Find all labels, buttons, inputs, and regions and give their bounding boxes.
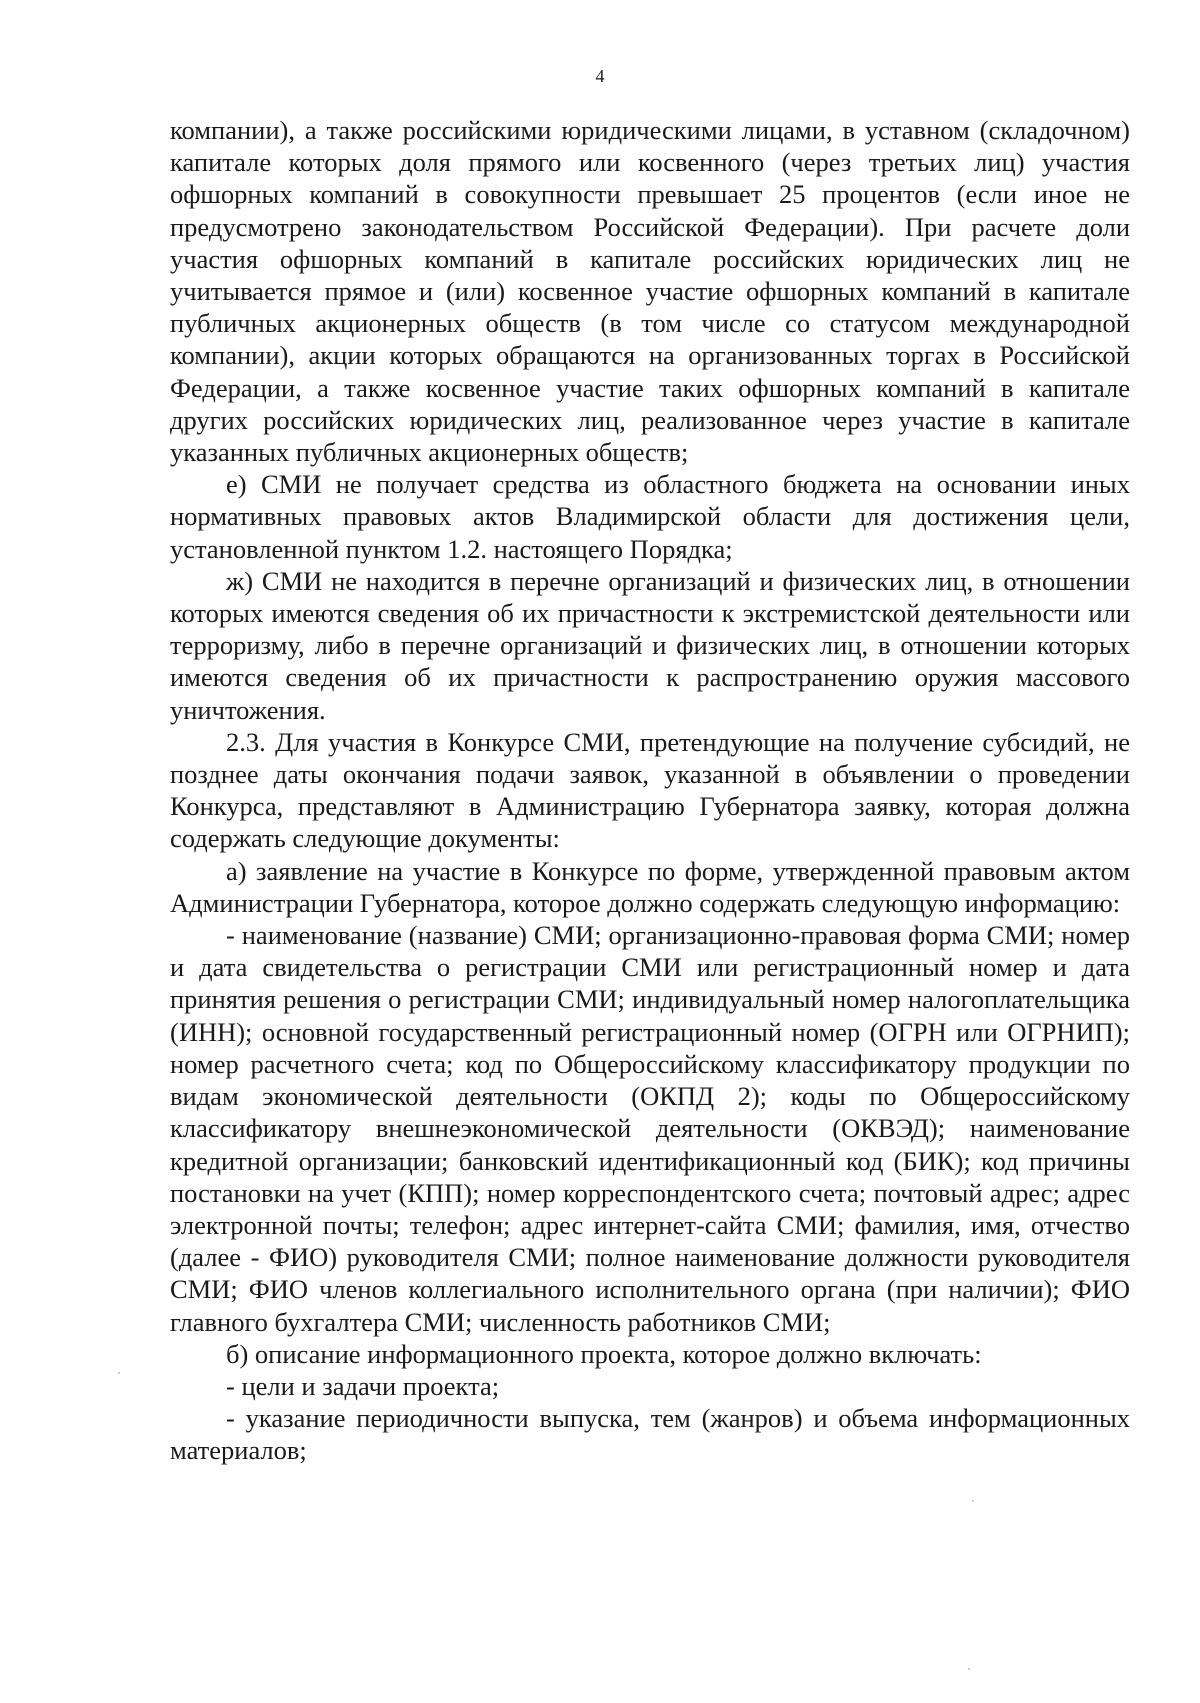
paragraph-offshore-companies: компании), а также российскими юридическими лицами, в уставном (складочном) капитале которых доля прямого или косвенного (через третьих лиц) участия офшорных компаний в совокупности превышает 25 процентов (если иное не предусмотрено законодательством Российской Федерации). При расчете доли участия офшорных компаний в капитале российских юридических лиц не учитывается прямое и (или) косвенное участие офшорных компаний в капитале публичных акционерных обществ (в том числе со статусом международной компании), акции которых обращаются на организованных торгах в Российской Федерации, а также косвенное участие таких офшорных компаний в капитале других российских юридических лиц, реализованное через участие в капитале указанных публичных акционерных обществ; (170, 115, 1130, 468)
paragraph-a-statement: а) заявление на участие в Конкурсе по форме, утвержденной правовым актом Администрации Губернатора, которое должно содержать следующую информацию: (170, 855, 1130, 918)
paragraph-b-project-description: б) описание информационного проекта, которое должно включать: (226, 1338, 982, 1369)
paragraph-periodicity: - указание периодичности выпуска, тем (жанров) и объема информационных материалов; (170, 1403, 1130, 1466)
paragraph-e-regional-budget: е) СМИ не получает средства из областного бюджета на основании иных нормативных правовых актов Владимирской области для достижения цели, установленной пунктом 1.2. настоящего Порядка; (170, 469, 1130, 564)
paragraph-zh-extremism-list: ж) СМИ не находится в перечне организаций и физических лиц, в отношении которых имеются сведения об их причастности к экстремистской деятельности или терроризму, либо в перечне организаций и физических лиц, в отношении которых имеются сведения об их причастности к распространению оружия массового уничтожения. (170, 565, 1130, 725)
scan-speck (118, 1372, 120, 1374)
page-number: 4 (595, 66, 605, 86)
paragraph-media-details-list: - наименование (название) СМИ; организационно-правовая форма СМИ; номер и дата свидетельства о регистрации СМИ или регистрационный номер и дата принятия решения о регистрации СМИ; индивидуальный номер налогоплательщика (ИНН); основной государственный регистрационный номер (ОГРН или ОГРНИП); номер расчетного счета; код по Общероссийскому классификатору продукции по видам экономической деятельности (ОКПД 2); коды по Общероссийскому классификатору внешнеэкономической деятельности (ОКВЭД); наименование кредитной организации; банковский идентификационный код (БИК); код причины постановки на учет (КПП); номер корреспондентского счета; почтовый адрес; адрес электронной почты; телефон; адрес интернет-сайта СМИ; фамилия, имя, отчество (далее - ФИО) руководителя СМИ; полное наименование должности руководителя СМИ; ФИО членов коллегиального исполнительного органа (при наличии); ФИО главного бухгалтера СМИ; численность работников СМИ; (170, 920, 1130, 1337)
scan-speck (968, 1668, 970, 1670)
scan-speck (972, 1500, 974, 1502)
paragraph-goals-tasks: - цели и задачи проекта; (226, 1370, 500, 1401)
document-body (170, 114, 1130, 1467)
paragraph-2-3-application: 2.3. Для участия в Конкурсе СМИ, претендующие на получение субсидий, не позднее даты окончания подачи заявок, указанной в объявлении о проведении Конкурса, представляют в Администрацию Губернатора заявку, которая должна содержать следующие документы: (170, 726, 1130, 854)
